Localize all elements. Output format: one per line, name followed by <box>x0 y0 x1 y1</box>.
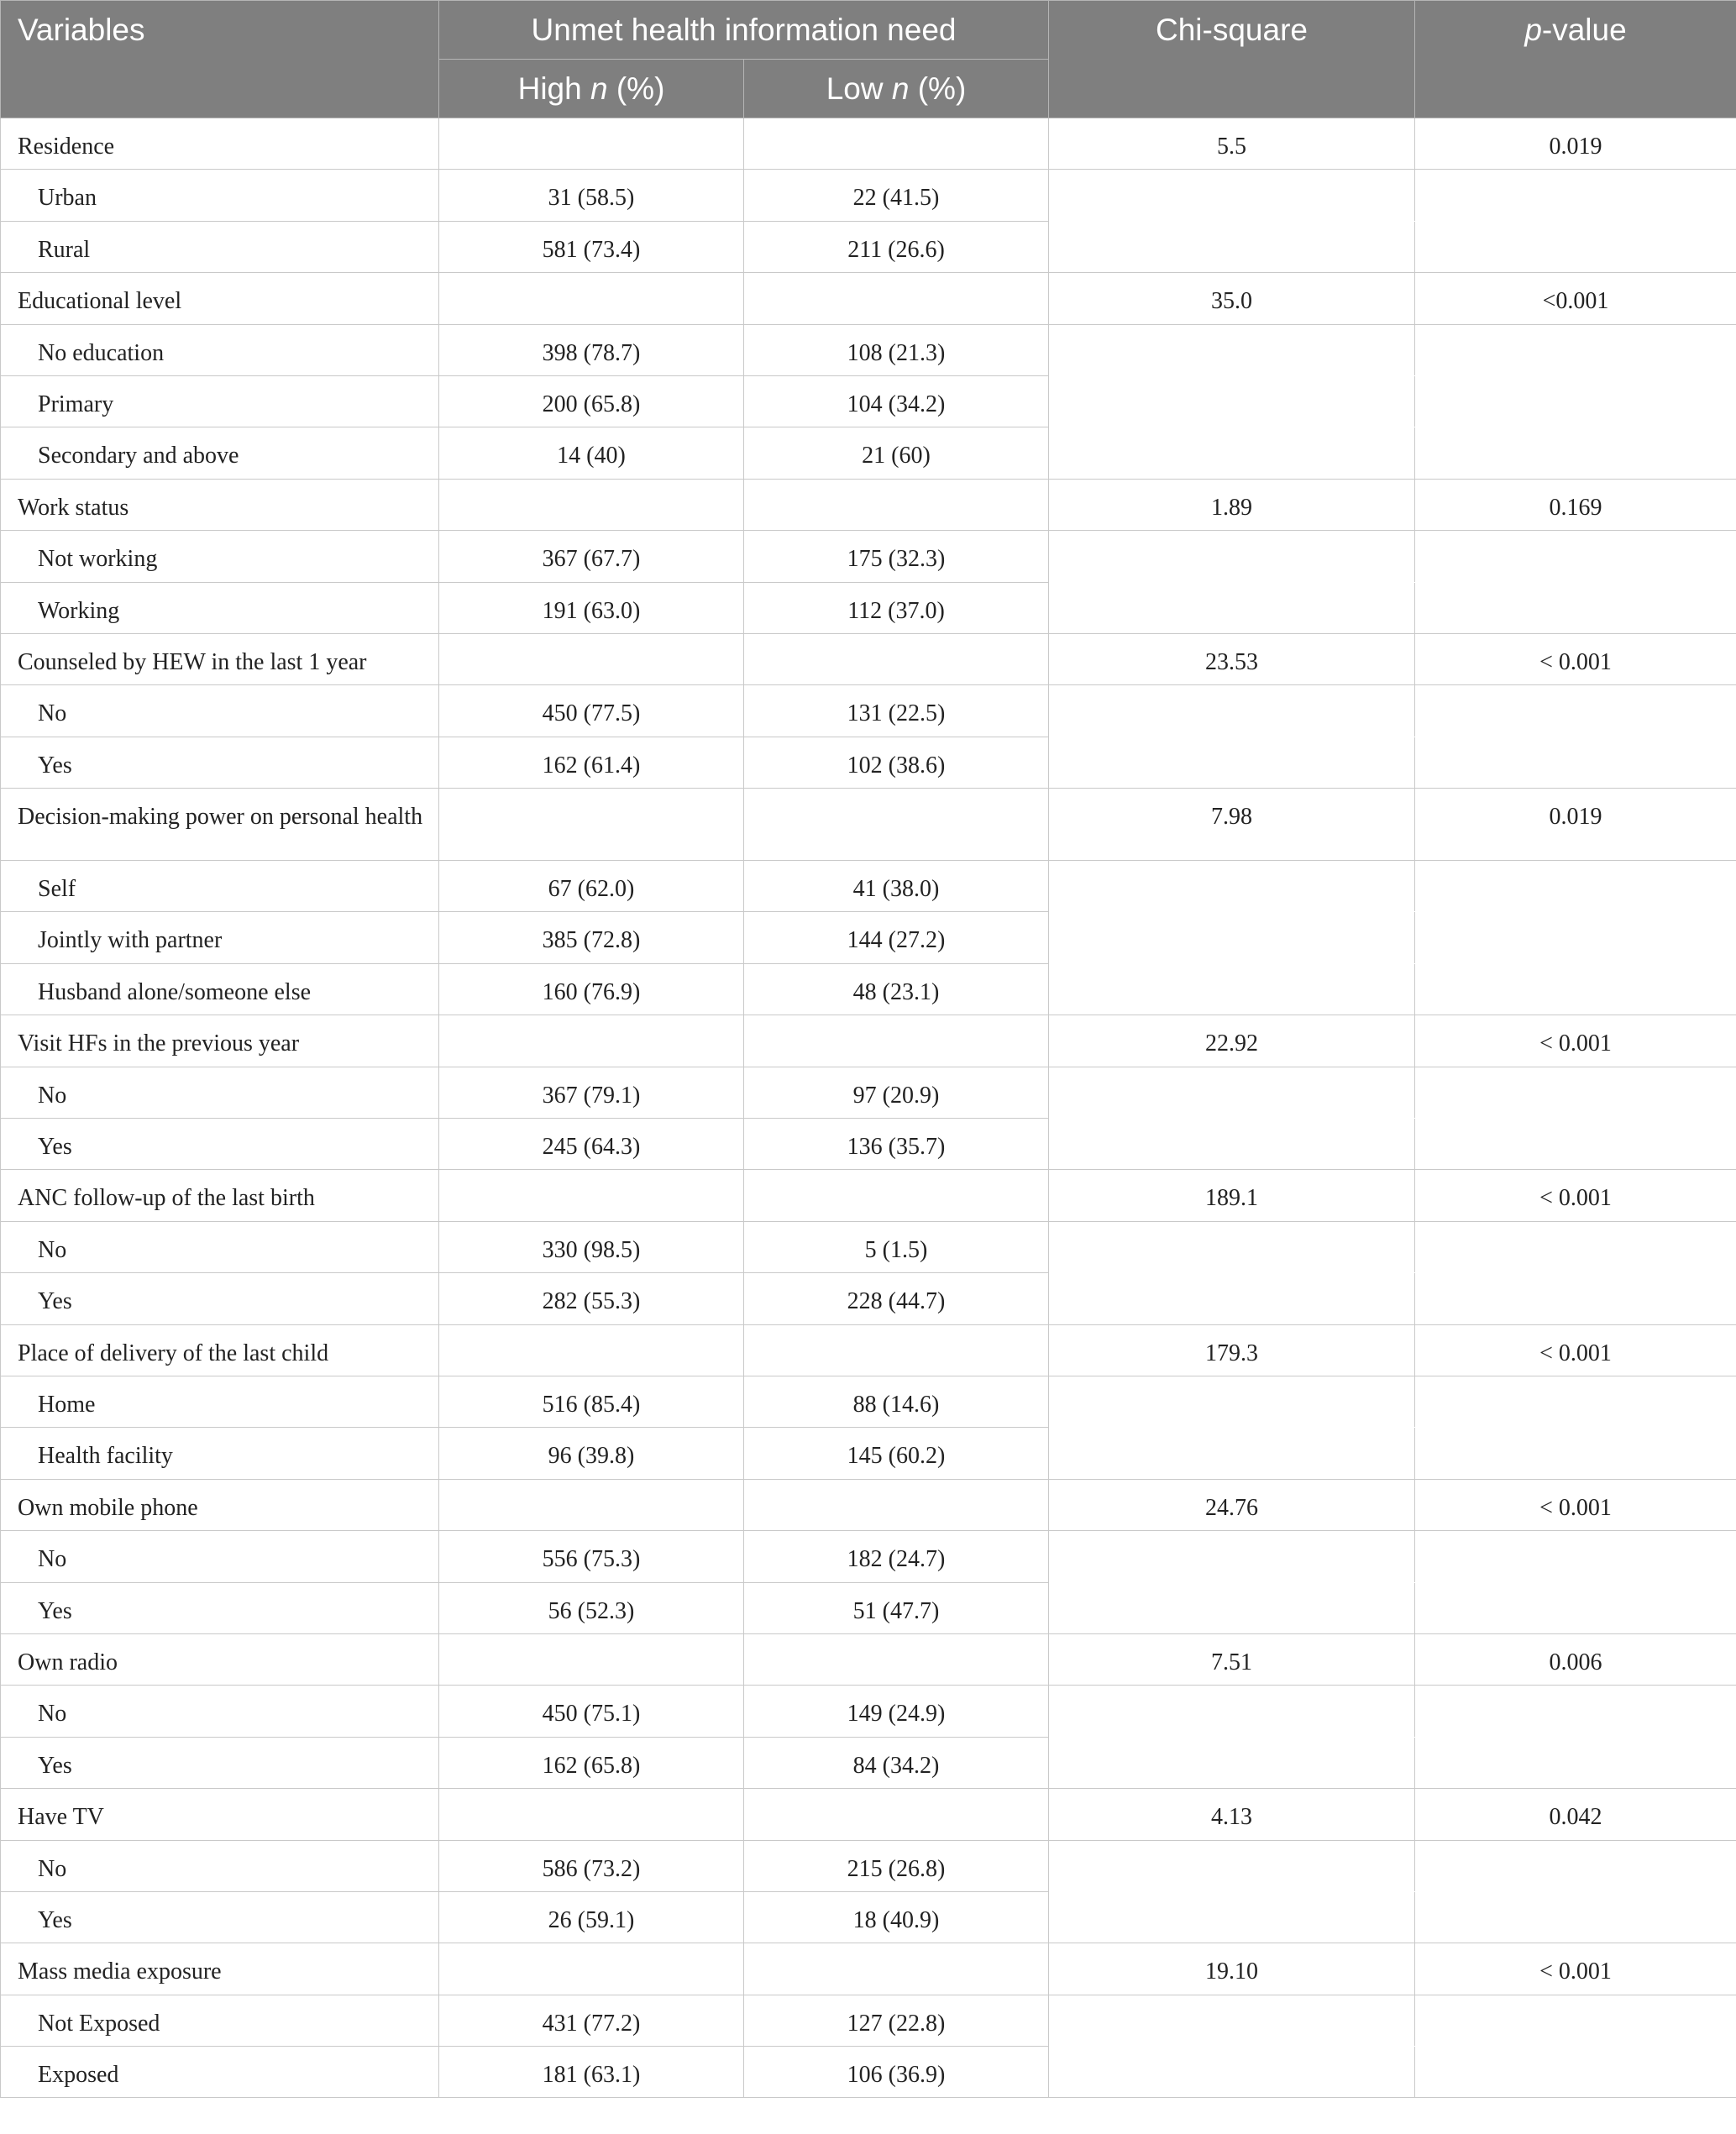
chi-square-blank <box>1049 582 1415 633</box>
low-value: 18 (40.9) <box>744 1891 1049 1943</box>
high-cell <box>439 1324 744 1376</box>
low-value: 127 (22.8) <box>744 1995 1049 2046</box>
p-value-blank <box>1415 1273 1736 1324</box>
group-row <box>1 789 1736 861</box>
group-row <box>1 479 1736 530</box>
low-value: 182 (24.7) <box>744 1531 1049 1582</box>
p-value-blank <box>1415 1840 1736 1891</box>
variable-label: Educational level <box>1 273 439 324</box>
p-value-blank <box>1415 427 1736 479</box>
p-value: < 0.001 <box>1415 1015 1736 1067</box>
group-row <box>1 273 1736 324</box>
high-cell <box>439 789 744 861</box>
category-label: Home <box>1 1376 439 1427</box>
category-row <box>1 1891 1736 1943</box>
low-cell <box>744 789 1049 861</box>
category-row <box>1 1376 1736 1427</box>
low-cell <box>744 479 1049 530</box>
category-row <box>1 1273 1736 1324</box>
high-cell <box>439 1479 744 1530</box>
p-value-blank <box>1415 582 1736 633</box>
low-value: 84 (34.2) <box>744 1737 1049 1788</box>
chi-square-blank <box>1049 1840 1415 1891</box>
category-label: Secondary and above <box>1 427 439 479</box>
chi-square-value: 189.1 <box>1049 1170 1415 1221</box>
category-label: Working <box>1 582 439 633</box>
low-value: 22 (41.5) <box>744 170 1049 221</box>
category-label: Yes <box>1 1119 439 1170</box>
low-value: 136 (35.7) <box>744 1119 1049 1170</box>
p-value-blank <box>1415 1221 1736 1272</box>
chi-square-header: Chi-square <box>1049 1 1415 118</box>
high-value: 56 (52.3) <box>439 1582 744 1633</box>
high-cell <box>439 633 744 684</box>
chi-square-blank <box>1049 531 1415 582</box>
high-value: 96 (39.8) <box>439 1428 744 1479</box>
chi-square-blank <box>1049 1737 1415 1788</box>
chi-square-value: 7.51 <box>1049 1633 1415 1685</box>
category-row <box>1 375 1736 427</box>
variable-label: Own mobile phone <box>1 1479 439 1530</box>
category-label: No education <box>1 324 439 375</box>
category-row <box>1 1119 1736 1170</box>
high-value: 398 (78.7) <box>439 324 744 375</box>
low-value: 211 (26.6) <box>744 221 1049 272</box>
low-value: 108 (21.3) <box>744 324 1049 375</box>
low-value: 5 (1.5) <box>744 1221 1049 1272</box>
low-cell <box>744 1633 1049 1685</box>
high-value: 14 (40) <box>439 427 744 479</box>
p-value: 0.019 <box>1415 118 1736 170</box>
category-row <box>1 170 1736 221</box>
high-value: 367 (67.7) <box>439 531 744 582</box>
category-label: No <box>1 1221 439 1272</box>
low-cell <box>744 1943 1049 1995</box>
chi-square-value: 7.98 <box>1049 789 1415 861</box>
variable-label: Counseled by HEW in the last 1 year <box>1 633 439 684</box>
chi-square-value: 4.13 <box>1049 1789 1415 1840</box>
low-cell <box>744 1324 1049 1376</box>
chi-square-blank <box>1049 1376 1415 1427</box>
group-row <box>1 1633 1736 1685</box>
p-value: <0.001 <box>1415 273 1736 324</box>
category-label: Self <box>1 861 439 912</box>
high-value: 181 (63.1) <box>439 2047 744 2098</box>
high-value: 282 (55.3) <box>439 1273 744 1324</box>
high-value: 160 (76.9) <box>439 963 744 1015</box>
p-value-header-italic: p <box>1524 13 1542 47</box>
low-value: 149 (24.9) <box>744 1686 1049 1737</box>
p-value: < 0.001 <box>1415 633 1736 684</box>
category-label: Husband alone/someone else <box>1 963 439 1015</box>
chi-square-blank <box>1049 861 1415 912</box>
group-row <box>1 1789 1736 1840</box>
high-cell <box>439 1170 744 1221</box>
p-value: 0.019 <box>1415 789 1736 861</box>
category-label: Jointly with partner <box>1 912 439 963</box>
low-value: 175 (32.3) <box>744 531 1049 582</box>
variable-label: Work status <box>1 479 439 530</box>
category-label: Rural <box>1 221 439 272</box>
high-header-label: High <box>517 71 590 106</box>
category-label: Urban <box>1 170 439 221</box>
high-cell <box>439 1789 744 1840</box>
p-value-header-rest: -value <box>1541 13 1627 47</box>
high-value: 450 (77.5) <box>439 685 744 737</box>
high-value: 556 (75.3) <box>439 1531 744 1582</box>
chi-square-blank <box>1049 221 1415 272</box>
chi-square-blank <box>1049 963 1415 1015</box>
category-row <box>1 221 1736 272</box>
unmet-need-header: Unmet health information need <box>439 1 1049 60</box>
variables-header: Variables <box>1 1 439 118</box>
low-value: 104 (34.2) <box>744 375 1049 427</box>
p-value-blank <box>1415 1686 1736 1737</box>
chi-square-blank <box>1049 375 1415 427</box>
category-row <box>1 737 1736 788</box>
low-value: 97 (20.9) <box>744 1067 1049 1118</box>
p-value-blank <box>1415 531 1736 582</box>
category-row <box>1 582 1736 633</box>
category-label: No <box>1 1686 439 1737</box>
group-row <box>1 633 1736 684</box>
low-value: 51 (47.7) <box>744 1582 1049 1633</box>
chi-square-value: 24.76 <box>1049 1479 1415 1530</box>
chi-square-blank <box>1049 737 1415 788</box>
p-value: < 0.001 <box>1415 1479 1736 1530</box>
category-row <box>1 1221 1736 1272</box>
chi-square-blank <box>1049 1221 1415 1272</box>
group-row <box>1 1479 1736 1530</box>
low-value: 215 (26.8) <box>744 1840 1049 1891</box>
chi-square-blank <box>1049 1273 1415 1324</box>
low-value: 88 (14.6) <box>744 1376 1049 1427</box>
chi-square-value: 179.3 <box>1049 1324 1415 1376</box>
high-value: 516 (85.4) <box>439 1376 744 1427</box>
p-value-blank <box>1415 685 1736 737</box>
high-value: 431 (77.2) <box>439 1995 744 2046</box>
category-row <box>1 1582 1736 1633</box>
chi-square-value: 35.0 <box>1049 273 1415 324</box>
group-row <box>1 118 1736 170</box>
low-value: 228 (44.7) <box>744 1273 1049 1324</box>
low-cell <box>744 1170 1049 1221</box>
header-row-1 <box>1 1 1736 60</box>
low-value: 41 (38.0) <box>744 861 1049 912</box>
category-row <box>1 324 1736 375</box>
p-value-blank <box>1415 1531 1736 1582</box>
variable-label: Have TV <box>1 1789 439 1840</box>
low-value: 48 (23.1) <box>744 963 1049 1015</box>
chi-square-blank <box>1049 1531 1415 1582</box>
category-row <box>1 1428 1736 1479</box>
high-value: 200 (65.8) <box>439 375 744 427</box>
high-value: 162 (61.4) <box>439 737 744 788</box>
p-value: < 0.001 <box>1415 1170 1736 1221</box>
low-value: 145 (60.2) <box>744 1428 1049 1479</box>
chi-square-value: 1.89 <box>1049 479 1415 530</box>
high-value: 586 (73.2) <box>439 1840 744 1891</box>
variable-label: Own radio <box>1 1633 439 1685</box>
category-label: Yes <box>1 737 439 788</box>
high-value: 367 (79.1) <box>439 1067 744 1118</box>
group-row <box>1 1015 1736 1067</box>
category-label: Yes <box>1 1582 439 1633</box>
high-cell <box>439 479 744 530</box>
high-value: 245 (64.3) <box>439 1119 744 1170</box>
high-value: 26 (59.1) <box>439 1891 744 1943</box>
low-cell <box>744 633 1049 684</box>
chi-square-blank <box>1049 1995 1415 2046</box>
p-value-blank <box>1415 1737 1736 1788</box>
chi-square-blank <box>1049 2047 1415 2098</box>
category-label: Primary <box>1 375 439 427</box>
high-header-pct: (%) <box>607 71 665 106</box>
variable-label: Mass media exposure <box>1 1943 439 1995</box>
p-value-blank <box>1415 1119 1736 1170</box>
low-header <box>744 60 1049 118</box>
high-cell <box>439 1943 744 1995</box>
low-cell <box>744 273 1049 324</box>
high-cell <box>439 273 744 324</box>
chi-square-blank <box>1049 685 1415 737</box>
p-value: 0.006 <box>1415 1633 1736 1685</box>
group-row <box>1 1324 1736 1376</box>
p-value-blank <box>1415 1376 1736 1427</box>
category-row <box>1 1737 1736 1788</box>
p-value-blank <box>1415 861 1736 912</box>
chi-square-value: 23.53 <box>1049 633 1415 684</box>
low-cell <box>744 1479 1049 1530</box>
high-value: 162 (65.8) <box>439 1737 744 1788</box>
chi-square-blank <box>1049 170 1415 221</box>
chi-square-value: 22.92 <box>1049 1015 1415 1067</box>
category-label: Not working <box>1 531 439 582</box>
chi-square-blank <box>1049 912 1415 963</box>
low-cell <box>744 118 1049 170</box>
variable-label: ANC follow-up of the last birth <box>1 1170 439 1221</box>
p-value-header <box>1415 1 1736 118</box>
category-row <box>1 1995 1736 2046</box>
high-value: 31 (58.5) <box>439 170 744 221</box>
high-cell <box>439 1633 744 1685</box>
category-row <box>1 2047 1736 2098</box>
category-label: No <box>1 1067 439 1118</box>
category-label: No <box>1 1840 439 1891</box>
variable-label: Residence <box>1 118 439 170</box>
chi-square-blank <box>1049 1582 1415 1633</box>
category-row <box>1 861 1736 912</box>
chi-square-blank <box>1049 1067 1415 1118</box>
p-value-blank <box>1415 170 1736 221</box>
low-value: 106 (36.9) <box>744 2047 1049 2098</box>
category-row <box>1 427 1736 479</box>
variable-label: Place of delivery of the last child <box>1 1324 439 1376</box>
high-value: 450 (75.1) <box>439 1686 744 1737</box>
chi-square-blank <box>1049 1119 1415 1170</box>
p-value: < 0.001 <box>1415 1943 1736 1995</box>
low-value: 131 (22.5) <box>744 685 1049 737</box>
low-header-pct: (%) <box>909 71 967 106</box>
high-value: 330 (98.5) <box>439 1221 744 1272</box>
p-value-blank <box>1415 1995 1736 2046</box>
p-value-blank <box>1415 912 1736 963</box>
category-label: Not Exposed <box>1 1995 439 2046</box>
p-value: 0.169 <box>1415 479 1736 530</box>
high-value: 581 (73.4) <box>439 221 744 272</box>
low-value: 102 (38.6) <box>744 737 1049 788</box>
category-row <box>1 1067 1736 1118</box>
table-header <box>1 1 1736 118</box>
chi-square-blank <box>1049 324 1415 375</box>
p-value-blank <box>1415 375 1736 427</box>
low-header-label: Low <box>826 71 892 106</box>
low-cell <box>744 1015 1049 1067</box>
low-value: 112 (37.0) <box>744 582 1049 633</box>
p-value-blank <box>1415 963 1736 1015</box>
p-value-blank <box>1415 1582 1736 1633</box>
category-label: Health facility <box>1 1428 439 1479</box>
table-body <box>1 118 1736 2098</box>
p-value-blank <box>1415 1891 1736 1943</box>
category-row <box>1 912 1736 963</box>
category-row <box>1 963 1736 1015</box>
chi-square-blank <box>1049 1428 1415 1479</box>
category-label: Yes <box>1 1737 439 1788</box>
category-row <box>1 531 1736 582</box>
high-value: 67 (62.0) <box>439 861 744 912</box>
low-cell <box>744 1789 1049 1840</box>
category-row <box>1 1840 1736 1891</box>
p-value-blank <box>1415 2047 1736 2098</box>
chi-square-blank <box>1049 1686 1415 1737</box>
category-row <box>1 685 1736 737</box>
high-cell <box>439 1015 744 1067</box>
category-row <box>1 1531 1736 1582</box>
p-value: 0.042 <box>1415 1789 1736 1840</box>
p-value-blank <box>1415 1067 1736 1118</box>
high-value: 385 (72.8) <box>439 912 744 963</box>
category-label: No <box>1 685 439 737</box>
high-header <box>439 60 744 118</box>
low-value: 21 (60) <box>744 427 1049 479</box>
category-label: Yes <box>1 1891 439 1943</box>
group-row <box>1 1943 1736 1995</box>
chi-square-blank <box>1049 427 1415 479</box>
chi-square-blank <box>1049 1891 1415 1943</box>
p-value-blank <box>1415 221 1736 272</box>
p-value-blank <box>1415 324 1736 375</box>
low-header-n: n <box>891 71 910 106</box>
category-label: No <box>1 1531 439 1582</box>
high-value: 191 (63.0) <box>439 582 744 633</box>
low-value: 144 (27.2) <box>744 912 1049 963</box>
category-row <box>1 1686 1736 1737</box>
variable-label: Decision-making power on personal health <box>1 789 439 861</box>
p-value-blank <box>1415 737 1736 788</box>
p-value: < 0.001 <box>1415 1324 1736 1376</box>
p-value-blank <box>1415 1428 1736 1479</box>
category-label: Exposed <box>1 2047 439 2098</box>
chi-square-value: 19.10 <box>1049 1943 1415 1995</box>
chi-square-value: 5.5 <box>1049 118 1415 170</box>
high-cell <box>439 118 744 170</box>
group-row <box>1 1170 1736 1221</box>
variable-label: Visit HFs in the previous year <box>1 1015 439 1067</box>
high-header-n: n <box>590 71 608 106</box>
category-label: Yes <box>1 1273 439 1324</box>
